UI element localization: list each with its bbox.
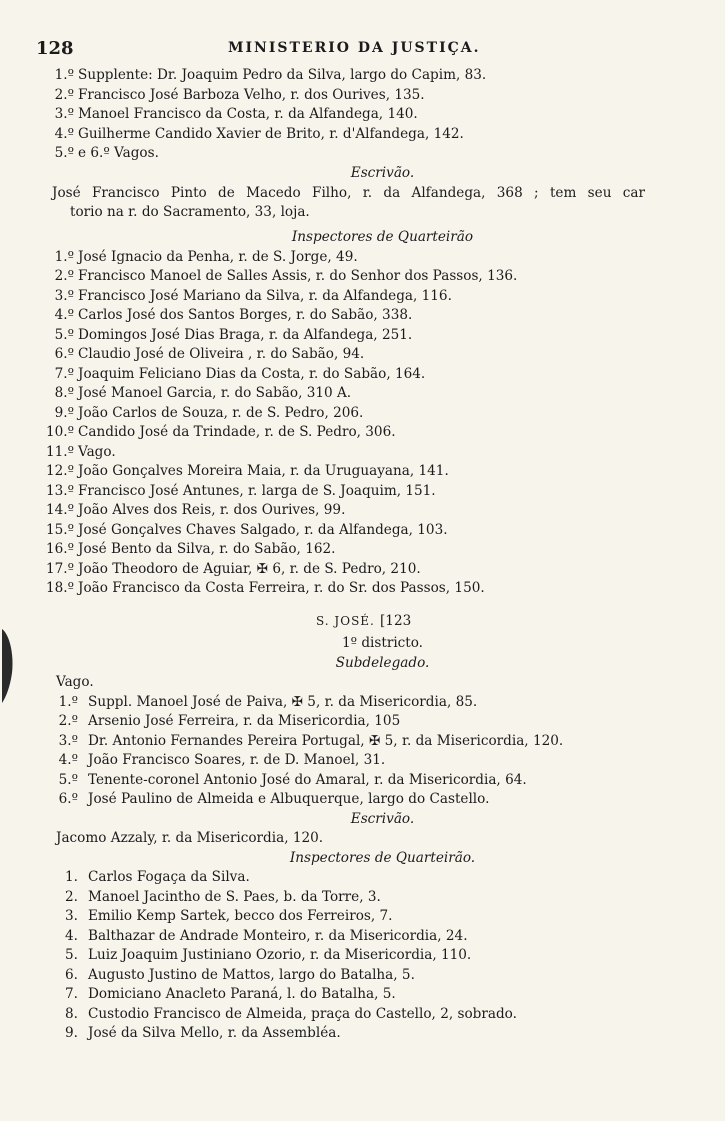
item-number: 18.º (45, 580, 74, 596)
escrivao-block-1 (0, 164, 725, 223)
item-text: Francisco José Mariano da Silva, r. da Alfandega, 116. (78, 287, 452, 304)
inspector-row (0, 1024, 725, 1044)
section-heading: Inspectores de Quarteirão (291, 229, 474, 245)
inspectores-block-1 (0, 228, 725, 599)
item-number: 9. (65, 1025, 78, 1041)
top-supplentes-list (0, 66, 725, 164)
item-number: 2.º (54, 268, 74, 284)
inspector-row (0, 267, 725, 287)
subdelegado-vago: Vago. (56, 674, 94, 690)
paragraph-line: torio na r. do Sacramento, 33, loja. (70, 204, 310, 220)
item-number: 5.º (54, 326, 74, 343)
item-number: 16.º (45, 541, 74, 557)
inspector-row (0, 985, 725, 1005)
item-number: 7.º (54, 365, 74, 382)
item-text: Luiz Joaquim Justiniano Ozorio, r. da Misericordia, 110. (88, 947, 472, 963)
item-number: 8.º (54, 385, 74, 401)
item-text: José Gonçalves Chaves Salgado, r. da Alfandega, 103. (78, 521, 448, 538)
item-number: 1. (65, 869, 78, 885)
inspector-row (0, 384, 725, 404)
item-number: 17.º (45, 560, 74, 577)
item-text: Balthazar de Andrade Monteiro, r. da Misericordia, 24. (88, 927, 468, 944)
list-item: 1.º Supplente: Dr. Joaquim Pedro da Silva, largo do Capim, 83. (54, 67, 487, 83)
item-text: Dr. Antonio Fernandes Pereira Portugal, ✠ 5, r. da Misericordia, 120. (88, 732, 564, 749)
page-header (0, 38, 725, 60)
list-item: 3.º Manoel Francisco da Costa, r. da Alfandega, 140. (54, 106, 418, 122)
item-text: Carlos Fogaça da Silva. (88, 869, 250, 885)
inspector-row (0, 248, 725, 268)
item-text: Claudio José de Oliveira , r. do Sabão, 94. (78, 346, 365, 362)
escrivao-heading-2: Escrivão. (350, 810, 415, 827)
supplente-row (0, 771, 725, 791)
district-heading: 1º districto. (341, 635, 424, 651)
section-sao-jose (0, 612, 725, 1044)
paragraph-line: José Francisco Pinto de Macedo Filho, r. da Alfandega, 368 ; tem seu car (52, 184, 645, 201)
item-text: Vago. (78, 443, 116, 460)
page-number: 128 (36, 38, 74, 59)
inspector-row (0, 306, 725, 326)
supplente-row (0, 790, 725, 810)
section-heading: Escrivão. (350, 165, 415, 181)
item-text: Joaquim Feliciano Dias da Costa, r. do Sabão, 164. (78, 365, 426, 382)
item-number: 13.º (45, 482, 74, 499)
item-text: João Carlos de Souza, r. de S. Pedro, 206. (78, 404, 364, 421)
bracket-reference: [123 (380, 613, 412, 629)
inspector-row (0, 946, 725, 966)
escrivao-text-2: Jacomo Azzaly, r. da Misericordia, 120. (56, 830, 324, 846)
item-number: 6.º (58, 791, 78, 807)
supplente-row (0, 751, 725, 771)
item-text: Domingos José Dias Braga, r. da Alfandega, 251. (78, 326, 413, 343)
item-number: 14.º (45, 502, 74, 518)
item-text: João Gonçalves Moreira Maia, r. da Uruguayana, 141. (78, 463, 449, 479)
inspector-row (0, 345, 725, 365)
parish-name: S. JOSÉ. (316, 614, 375, 628)
item-text: Candido José da Trindade, r. de S. Pedro, 306. (78, 424, 396, 440)
item-text: José Bento da Silva, r. do Sabão, 162. (78, 541, 336, 557)
item-number: 8. (65, 1005, 78, 1022)
item-number: 2.º (58, 713, 78, 729)
item-text: Custodio Francisco de Almeida, praça do Castello, 2, sobrado. (88, 1005, 517, 1022)
item-text: Arsenio José Ferreira, r. da Misericordia, 105 (88, 713, 401, 729)
item-number: 11.º (45, 443, 74, 460)
inspectores-list-2 (0, 868, 725, 1044)
inspectores-list-1 (0, 248, 725, 599)
inspector-row (0, 521, 725, 541)
item-text: Emilio Kemp Sartek, becco dos Ferreiros, 7. (88, 908, 393, 924)
item-text: José Ignacio da Penha, r. de S. Jorge, 49. (78, 248, 358, 265)
parish-heading-row (0, 612, 725, 634)
item-number: 1.º (54, 248, 74, 265)
supplente-row (0, 693, 725, 713)
item-text: Carlos José dos Santos Borges, r. do Sabão, 338. (78, 307, 413, 323)
inspector-row (0, 579, 725, 599)
inspector-row (0, 540, 725, 560)
item-number: 3.º (54, 287, 74, 304)
item-number: 12.º (45, 463, 74, 479)
inspector-row (0, 482, 725, 502)
inspector-row (0, 462, 725, 482)
item-text: Manoel Jacintho de S. Paes, b. da Torre, 3. (88, 888, 381, 905)
inspector-row (0, 907, 725, 927)
item-text: José Paulino de Almeida e Albuquerque, largo do Castello. (88, 791, 490, 807)
item-number: 6. (65, 966, 78, 983)
binding-mark (0, 625, 28, 705)
item-text: Tenente-coronel Antonio José do Amaral, r. da Misericordia, 64. (88, 771, 527, 788)
list-item: 4.º Guilherme Candido Xavier de Brito, r. d'Alfandega, 142. (54, 125, 464, 142)
item-number: 5. (65, 947, 78, 963)
item-number: 4.º (58, 752, 78, 768)
inspector-row (0, 365, 725, 385)
supplentes-list-2 (0, 693, 725, 810)
inspector-row (0, 423, 725, 443)
inspectores-heading-2: Inspectores de Quarteirão. (289, 849, 476, 866)
supplente-row (0, 732, 725, 752)
inspector-row (0, 287, 725, 307)
item-number: 1.º (58, 693, 78, 710)
item-text: João Alves dos Reis, r. dos Ourives, 99. (78, 502, 346, 518)
inspector-row (0, 966, 725, 986)
subdelegado-heading: Subdelegado. (335, 654, 430, 671)
item-text: João Francisco Soares, r. de D. Manoel, 31. (88, 752, 386, 768)
item-text: Suppl. Manoel José de Paiva, ✠ 5, r. da Misericordia, 85. (88, 693, 478, 710)
inspector-row (0, 927, 725, 947)
item-text: Francisco José Antunes, r. larga de S. Joaquim, 151. (78, 482, 436, 499)
item-text: João Theodoro de Aguiar, ✠ 6, r. de S. Pedro, 210. (78, 560, 421, 577)
item-number: 3. (65, 908, 78, 924)
item-text: José da Silva Mello, r. da Assembléa. (88, 1025, 341, 1041)
inspector-row (0, 888, 725, 908)
inspector-row (0, 443, 725, 463)
running-title: MINISTERIO DA JUSTIÇA. (228, 40, 481, 56)
inspector-row (0, 868, 725, 888)
item-text: Domiciano Anacleto Paraná, l. do Batalha, 5. (88, 986, 396, 1002)
item-text: Augusto Justino de Mattos, largo do Batalha, 5. (88, 966, 415, 983)
inspector-row (0, 560, 725, 580)
item-number: 6.º (54, 346, 74, 362)
item-number: 3.º (58, 732, 78, 749)
item-text: Francisco Manoel de Salles Assis, r. do Senhor dos Passos, 136. (78, 268, 518, 284)
item-text: José Manoel Garcia, r. do Sabão, 310 A. (78, 385, 352, 401)
item-number: 2. (65, 888, 78, 905)
item-text: João Francisco da Costa Ferreira, r. do Sr. dos Passos, 150. (78, 580, 485, 596)
inspector-row (0, 326, 725, 346)
supplente-row (0, 712, 725, 732)
list-item: 2.º Francisco José Barboza Velho, r. dos Ourives, 135. (54, 86, 425, 103)
item-number: 15.º (45, 521, 74, 538)
item-number: 5.º (58, 771, 78, 788)
inspector-row (0, 404, 725, 424)
item-number: 9.º (54, 404, 74, 421)
item-number: 4.º (54, 307, 74, 323)
inspector-row (0, 501, 725, 521)
item-number: 7. (65, 986, 78, 1002)
list-item: 5.º e 6.º Vagos. (54, 145, 159, 161)
item-number: 10.º (45, 424, 74, 440)
item-number: 4. (65, 927, 78, 944)
inspector-row (0, 1005, 725, 1025)
